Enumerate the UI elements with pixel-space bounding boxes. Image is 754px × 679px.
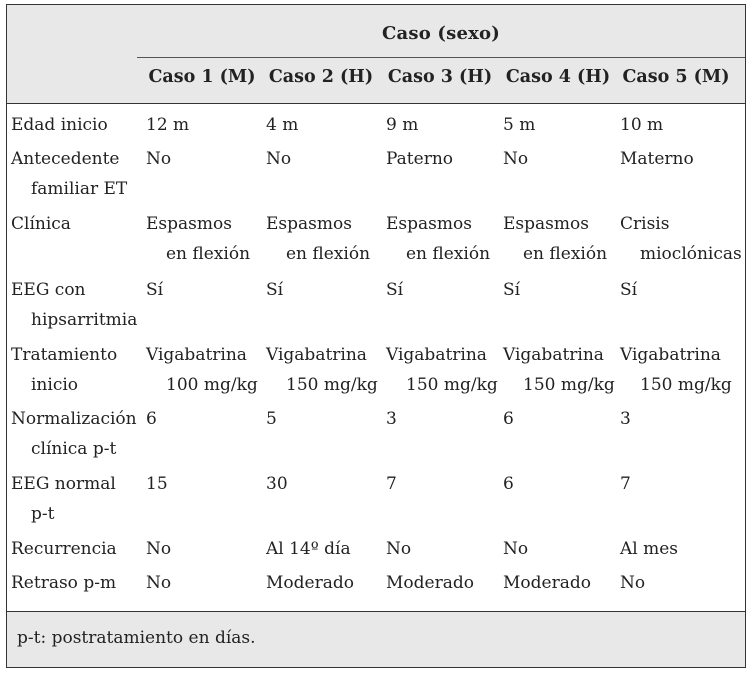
cell-line: Sí	[266, 280, 284, 300]
table-cell	[503, 469, 514, 499]
cell-line: Paterno	[386, 149, 454, 169]
table-cell	[386, 275, 403, 305]
cell-line: 10 m	[620, 115, 664, 135]
cell-line: No	[620, 573, 646, 593]
cell-line: en flexión	[523, 244, 608, 264]
cell-line: 100 mg/kg	[166, 375, 258, 395]
table-cell	[146, 110, 189, 140]
table-header	[7, 5, 745, 104]
table-cell	[620, 404, 631, 434]
table-cell	[146, 469, 168, 499]
table-cell	[620, 340, 732, 400]
cell-line: Vigabatrina	[620, 345, 721, 365]
row-label-line: p-t	[31, 504, 55, 524]
cell-line: 4 m	[266, 115, 299, 135]
row-label-line: hipsarritmia	[31, 310, 138, 330]
table-cell	[146, 209, 250, 269]
cell-line: 9 m	[386, 115, 419, 135]
cell-line: Al mes	[620, 539, 679, 559]
cell-line: Vigabatrina	[146, 345, 247, 365]
cell-line: No	[146, 573, 172, 593]
cell-line: Sí	[386, 280, 404, 300]
table-cell	[146, 340, 258, 400]
group-title: Caso (sexo)	[382, 23, 500, 44]
case-header-5: Caso 5 (M)	[622, 67, 730, 87]
row-label-line: Tratamiento	[11, 345, 118, 365]
table-cell	[266, 275, 283, 305]
row-label	[11, 144, 127, 204]
table-row	[7, 209, 745, 275]
row-label-line: Retraso p-m	[11, 573, 117, 593]
table-cell	[620, 469, 631, 499]
table-footnote	[7, 611, 745, 667]
table-cell	[266, 144, 291, 174]
table-cell	[386, 568, 474, 598]
table-cell	[503, 144, 528, 174]
table-row	[7, 568, 745, 608]
cell-line: Espasmos	[503, 214, 589, 234]
case-header-2: Caso 2 (H)	[268, 67, 374, 87]
row-label	[11, 404, 137, 464]
table-cell	[503, 209, 607, 269]
row-label	[11, 275, 137, 335]
table-cell	[146, 275, 163, 305]
table-cell	[503, 404, 514, 434]
cell-line: No	[503, 149, 529, 169]
table-cell	[266, 110, 298, 140]
table-cell	[386, 404, 397, 434]
table-frame	[6, 4, 746, 668]
row-label-line: Edad inicio	[11, 115, 108, 135]
row-label-line: clínica p-t	[31, 439, 117, 459]
cell-line: 3	[620, 409, 631, 429]
table-row	[7, 534, 745, 568]
cell-line: Moderado	[503, 573, 591, 593]
table-cell	[503, 110, 535, 140]
row-label	[11, 110, 108, 140]
cell-line: en flexión	[166, 244, 251, 264]
table-cell	[620, 110, 663, 140]
table-cell	[386, 469, 397, 499]
cell-line: 15	[146, 474, 168, 494]
row-label	[11, 534, 117, 564]
cell-line: Sí	[503, 280, 521, 300]
cell-line: 5	[266, 409, 277, 429]
table-cell	[386, 110, 418, 140]
cell-line: Sí	[146, 280, 164, 300]
table-cell	[620, 534, 678, 564]
table-cell	[503, 568, 591, 598]
row-label	[11, 469, 116, 529]
group-rule	[137, 57, 745, 58]
cell-line: 3	[386, 409, 397, 429]
cell-line: 30	[266, 474, 288, 494]
row-label-line: EEG normal	[11, 474, 116, 494]
case-headers	[7, 67, 745, 97]
row-label	[11, 568, 116, 598]
cell-line: 150 mg/kg	[286, 375, 378, 395]
table-row	[7, 144, 745, 209]
row-label-line: familiar ET	[31, 179, 128, 199]
cell-line: Crisis	[620, 214, 670, 234]
table-cell	[146, 568, 171, 598]
cell-line: Sí	[620, 280, 638, 300]
row-label-line: inicio	[31, 375, 79, 395]
row-label	[11, 340, 117, 400]
footnote-text: p-t: postratamiento en días.	[17, 628, 256, 648]
table-cell	[266, 469, 288, 499]
cell-line: Moderado	[386, 573, 474, 593]
table-row	[7, 275, 745, 340]
cell-line: 6	[503, 474, 514, 494]
table-cell	[620, 144, 694, 174]
table-cell	[266, 534, 351, 564]
table-row	[7, 404, 745, 469]
cell-line: Vigabatrina	[266, 345, 367, 365]
cell-line: 7	[386, 474, 397, 494]
cell-line: No	[146, 149, 172, 169]
cell-line: No	[386, 539, 412, 559]
cell-line: No	[266, 149, 292, 169]
cell-line: Al 14º día	[266, 539, 351, 559]
cell-line: Moderado	[266, 573, 354, 593]
table-row	[7, 469, 745, 534]
table-cell	[503, 275, 520, 305]
row-label-line: EEG con	[11, 280, 86, 300]
row-label-line: Antecedente	[11, 149, 120, 169]
table-cell	[266, 209, 370, 269]
cell-line: 150 mg/kg	[406, 375, 498, 395]
cell-line: 5 m	[503, 115, 536, 135]
row-label	[11, 209, 71, 239]
table-cell	[386, 340, 498, 400]
cell-line: Vigabatrina	[503, 345, 604, 365]
table-cell	[503, 534, 528, 564]
cell-line: en flexión	[286, 244, 371, 264]
cell-line: 6	[146, 409, 157, 429]
table-cell	[146, 404, 157, 434]
cell-line: 7	[620, 474, 631, 494]
case-header-4: Caso 4 (H)	[505, 67, 611, 87]
cell-line: Espasmos	[386, 214, 472, 234]
row-label-line: Clínica	[11, 214, 71, 234]
table-cell	[146, 144, 171, 174]
table-row	[7, 110, 745, 144]
table-cell	[620, 209, 742, 269]
cell-line: Espasmos	[146, 214, 232, 234]
table-row	[7, 340, 745, 404]
cell-line: 12 m	[146, 115, 190, 135]
table-cell	[620, 275, 637, 305]
cell-line: 6	[503, 409, 514, 429]
case-header-3: Caso 3 (H)	[387, 67, 493, 87]
row-label-line: Recurrencia	[11, 539, 117, 559]
cell-line: Materno	[620, 149, 694, 169]
table-cell	[386, 534, 411, 564]
cell-line: Espasmos	[266, 214, 352, 234]
cell-line: No	[146, 539, 172, 559]
table-cell	[503, 340, 615, 400]
table-cell	[146, 534, 171, 564]
table-cell	[266, 340, 378, 400]
row-label-line: Normalización	[11, 409, 137, 429]
cell-line: No	[503, 539, 529, 559]
cell-line: 150 mg/kg	[523, 375, 615, 395]
table-cell	[620, 568, 645, 598]
cell-line: 150 mg/kg	[640, 375, 732, 395]
table-cell	[386, 144, 453, 174]
cell-line: Vigabatrina	[386, 345, 487, 365]
case-header-1: Caso 1 (M)	[148, 67, 256, 87]
cell-line: en flexión	[406, 244, 491, 264]
cell-line: mioclónicas	[640, 244, 742, 264]
table-cell	[386, 209, 490, 269]
table-cell	[266, 568, 354, 598]
table-cell	[266, 404, 277, 434]
